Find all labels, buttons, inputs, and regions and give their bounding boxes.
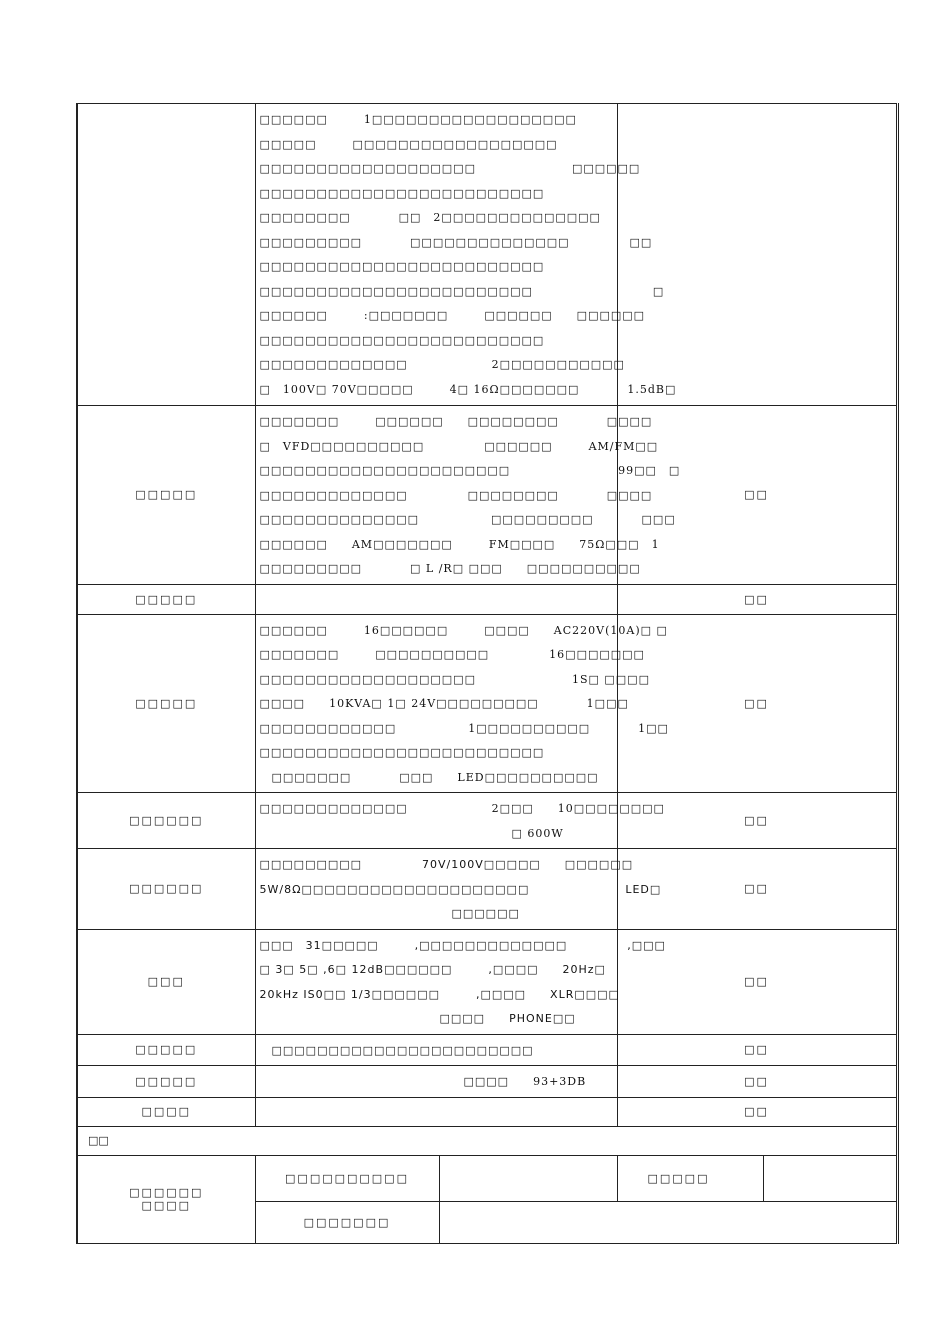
spec-row	[77, 584, 897, 614]
note-cell: □□	[617, 406, 897, 585]
spec-line: 5W/8Ω□□□□□□□□□□□□□□□□□□□□ LED□	[259, 882, 662, 896]
spec-line: □□□□□□□□□□□□□□□□□□□□□□□□□	[259, 186, 545, 200]
spec-line: □□□□□□□□□□□□□□□□□□□□□□□	[259, 1043, 534, 1057]
spec-line: □□□□□□□□□□□□□□□□□□□□□□□□□	[259, 260, 545, 273]
spec-line: □□□□□□ 16□□□□□□ □□□□ AC220V(10A)□ □	[259, 623, 668, 637]
spec-row	[77, 406, 897, 585]
spec-line: □ 3□ 5□ ,6□ 12dB□□□□□□ ,□□□□ 20Hz□	[259, 963, 606, 976]
spec-row	[77, 1034, 897, 1066]
note-cell: □□	[617, 1097, 897, 1126]
item-name-cell: □□□□□□	[77, 793, 255, 849]
spec-text-cell	[255, 104, 677, 406]
item-name-cell: □□□□□	[77, 406, 255, 585]
spec-line: □ 100V□ 70V□□□□□ 4□ 16Ω□□□□□□□ 1.5dB□	[259, 382, 677, 396]
spec-line: □□□□□□□□□ □ L /R□ □□□ □□□□□□□□□□	[259, 562, 641, 575]
spec-line: □□□□□□□ □□□□□□ □□□□□□□□ □□□□	[259, 415, 653, 428]
memo-label: □□	[88, 1134, 109, 1147]
spec-line: □□□□□□□□□□□□□□□□□□□□□□□□ □	[259, 284, 665, 298]
spec-line: 20kHz IS0□□ 1/3□□□□□□ ,□□□□ XLR□□□□	[259, 987, 620, 1001]
spec-row	[77, 104, 897, 406]
spec-text-cell	[255, 849, 662, 930]
spec-row	[77, 614, 897, 793]
spec-line: □□□□□□ AM□□□□□□□ FM□□□□ 75Ω□□□ 1	[259, 537, 660, 551]
note-cell	[617, 104, 897, 406]
spec-line: □□□□ 93+3DB	[259, 1075, 587, 1088]
footer-label-line1: □□□□□□	[129, 1186, 204, 1199]
spec-line: □□□□□□ :□□□□□□□ □□□□□□ □□□□□□	[259, 309, 646, 322]
item-name-cell: □□□□□□	[77, 849, 255, 930]
spec-text-cell	[255, 1066, 617, 1098]
field3-label: □□□□□□□	[255, 1201, 439, 1243]
spec-line: □□□□□□□□□□□□ 1□□□□□□□□□□ 1□□	[259, 721, 669, 735]
spec-line: □□□ 31□□□□□ ,□□□□□□□□□□□□□ ,□□□	[259, 938, 666, 952]
note-cell: □□	[617, 614, 897, 793]
item-name-cell: □□□□□	[77, 584, 255, 614]
spec-text-cell	[255, 1097, 617, 1126]
spec-row	[77, 849, 897, 930]
spec-body	[77, 104, 897, 1127]
footer-row-1	[77, 1155, 897, 1201]
spec-line: □□□□□□ 1□□□□□□□□□□□□□□□□□□	[259, 113, 577, 126]
footer-label-line2: □□□□	[141, 1199, 192, 1212]
item-name-cell: □□□□□	[77, 614, 255, 793]
item-name-cell: □□□□□	[77, 1066, 255, 1098]
memo-row	[77, 1126, 897, 1155]
spec-line: □□□□□□□□□ □□□□□□□□□□□□□□ □□	[259, 235, 653, 249]
note-cell: □□	[617, 849, 897, 930]
note-cell: □□	[617, 1034, 897, 1066]
field2-value[interactable]	[763, 1155, 897, 1201]
note-cell: □□	[617, 1066, 897, 1098]
spec-line: □□□□ PHONE□□	[259, 1012, 576, 1025]
footer-body	[77, 1126, 897, 1243]
spec-line: □□□□□□□□□□□□□□□□□□□□□□□□□	[259, 746, 545, 759]
field3-value[interactable]	[439, 1201, 897, 1243]
spec-row	[77, 793, 897, 849]
spec-line: □□□□□□□□□ 70V/100V□□□□□ □□□□□□	[259, 858, 634, 871]
spec-row	[77, 1066, 897, 1098]
spec-text-cell	[255, 614, 669, 793]
spec-line: □ VFD□□□□□□□□□□ □□□□□□ AM/FM□□	[259, 439, 659, 453]
spec-text-cell	[255, 929, 666, 1034]
note-cell: □□	[617, 793, 897, 849]
spec-line: □□□□□□□□□□□□□□□□□□□□□□□□□	[259, 333, 545, 347]
spec-line: □□□□□□□□ □□ 2□□□□□□□□□□□□□□	[259, 211, 601, 224]
spec-table	[76, 103, 899, 1244]
field2-label: □□□□□	[617, 1155, 763, 1201]
field1-label: □□□□□□□□□□	[255, 1155, 439, 1201]
spec-text-cell	[255, 406, 681, 585]
spec-line: □□□□□□□□□□□□□□ □□□□□□□□□ □□□	[259, 513, 676, 526]
spec-line: □□□□□ □□□□□□□□□□□□□□□□□□	[259, 137, 558, 151]
item-name-cell: □□□	[77, 929, 255, 1034]
spec-line: □□□□□□□□□□□□□ 2□□□ 10□□□□□□□□	[259, 802, 665, 815]
spec-line: □□□□□□□□□□□□□ □□□□□□□□ □□□□	[259, 488, 653, 502]
spec-text-cell	[255, 793, 665, 849]
spec-row	[77, 929, 897, 1034]
spec-line: □□□□□□□ □□□□□□□□□□ 16□□□□□□□	[259, 648, 645, 661]
spec-line: □□□□□□□□□□□□□ 2□□□□□□□□□□□	[259, 358, 625, 371]
spec-line: □□□□□□	[259, 907, 520, 920]
memo-cell	[77, 1126, 897, 1155]
note-cell: □□	[617, 929, 897, 1034]
item-name-cell	[77, 104, 255, 406]
spec-text-cell	[255, 1034, 617, 1066]
footer-label	[77, 1155, 255, 1243]
spec-line: □□□□□□□ □□□ LED□□□□□□□□□□	[259, 770, 599, 784]
spec-text-cell	[255, 584, 617, 614]
item-name-cell: □□□□	[77, 1097, 255, 1126]
field1-value[interactable]	[439, 1155, 617, 1201]
note-cell: □□	[617, 584, 897, 614]
spec-line: □□□□□□□□□□□□□□□□□□□ □□□□□□	[259, 162, 641, 175]
spec-line: □ 600W	[259, 826, 564, 840]
spec-line: □□□□□□□□□□□□□□□□□□□ 1S□ □□□□	[259, 672, 650, 686]
item-name-cell: □□□□□	[77, 1034, 255, 1066]
spec-line: □□□□ 10KVA□ 1□ 24V□□□□□□□□□ 1□□□	[259, 697, 629, 710]
spec-row	[77, 1097, 897, 1126]
spec-line: □□□□□□□□□□□□□□□□□□□□□□ 99□□ □	[259, 464, 681, 477]
